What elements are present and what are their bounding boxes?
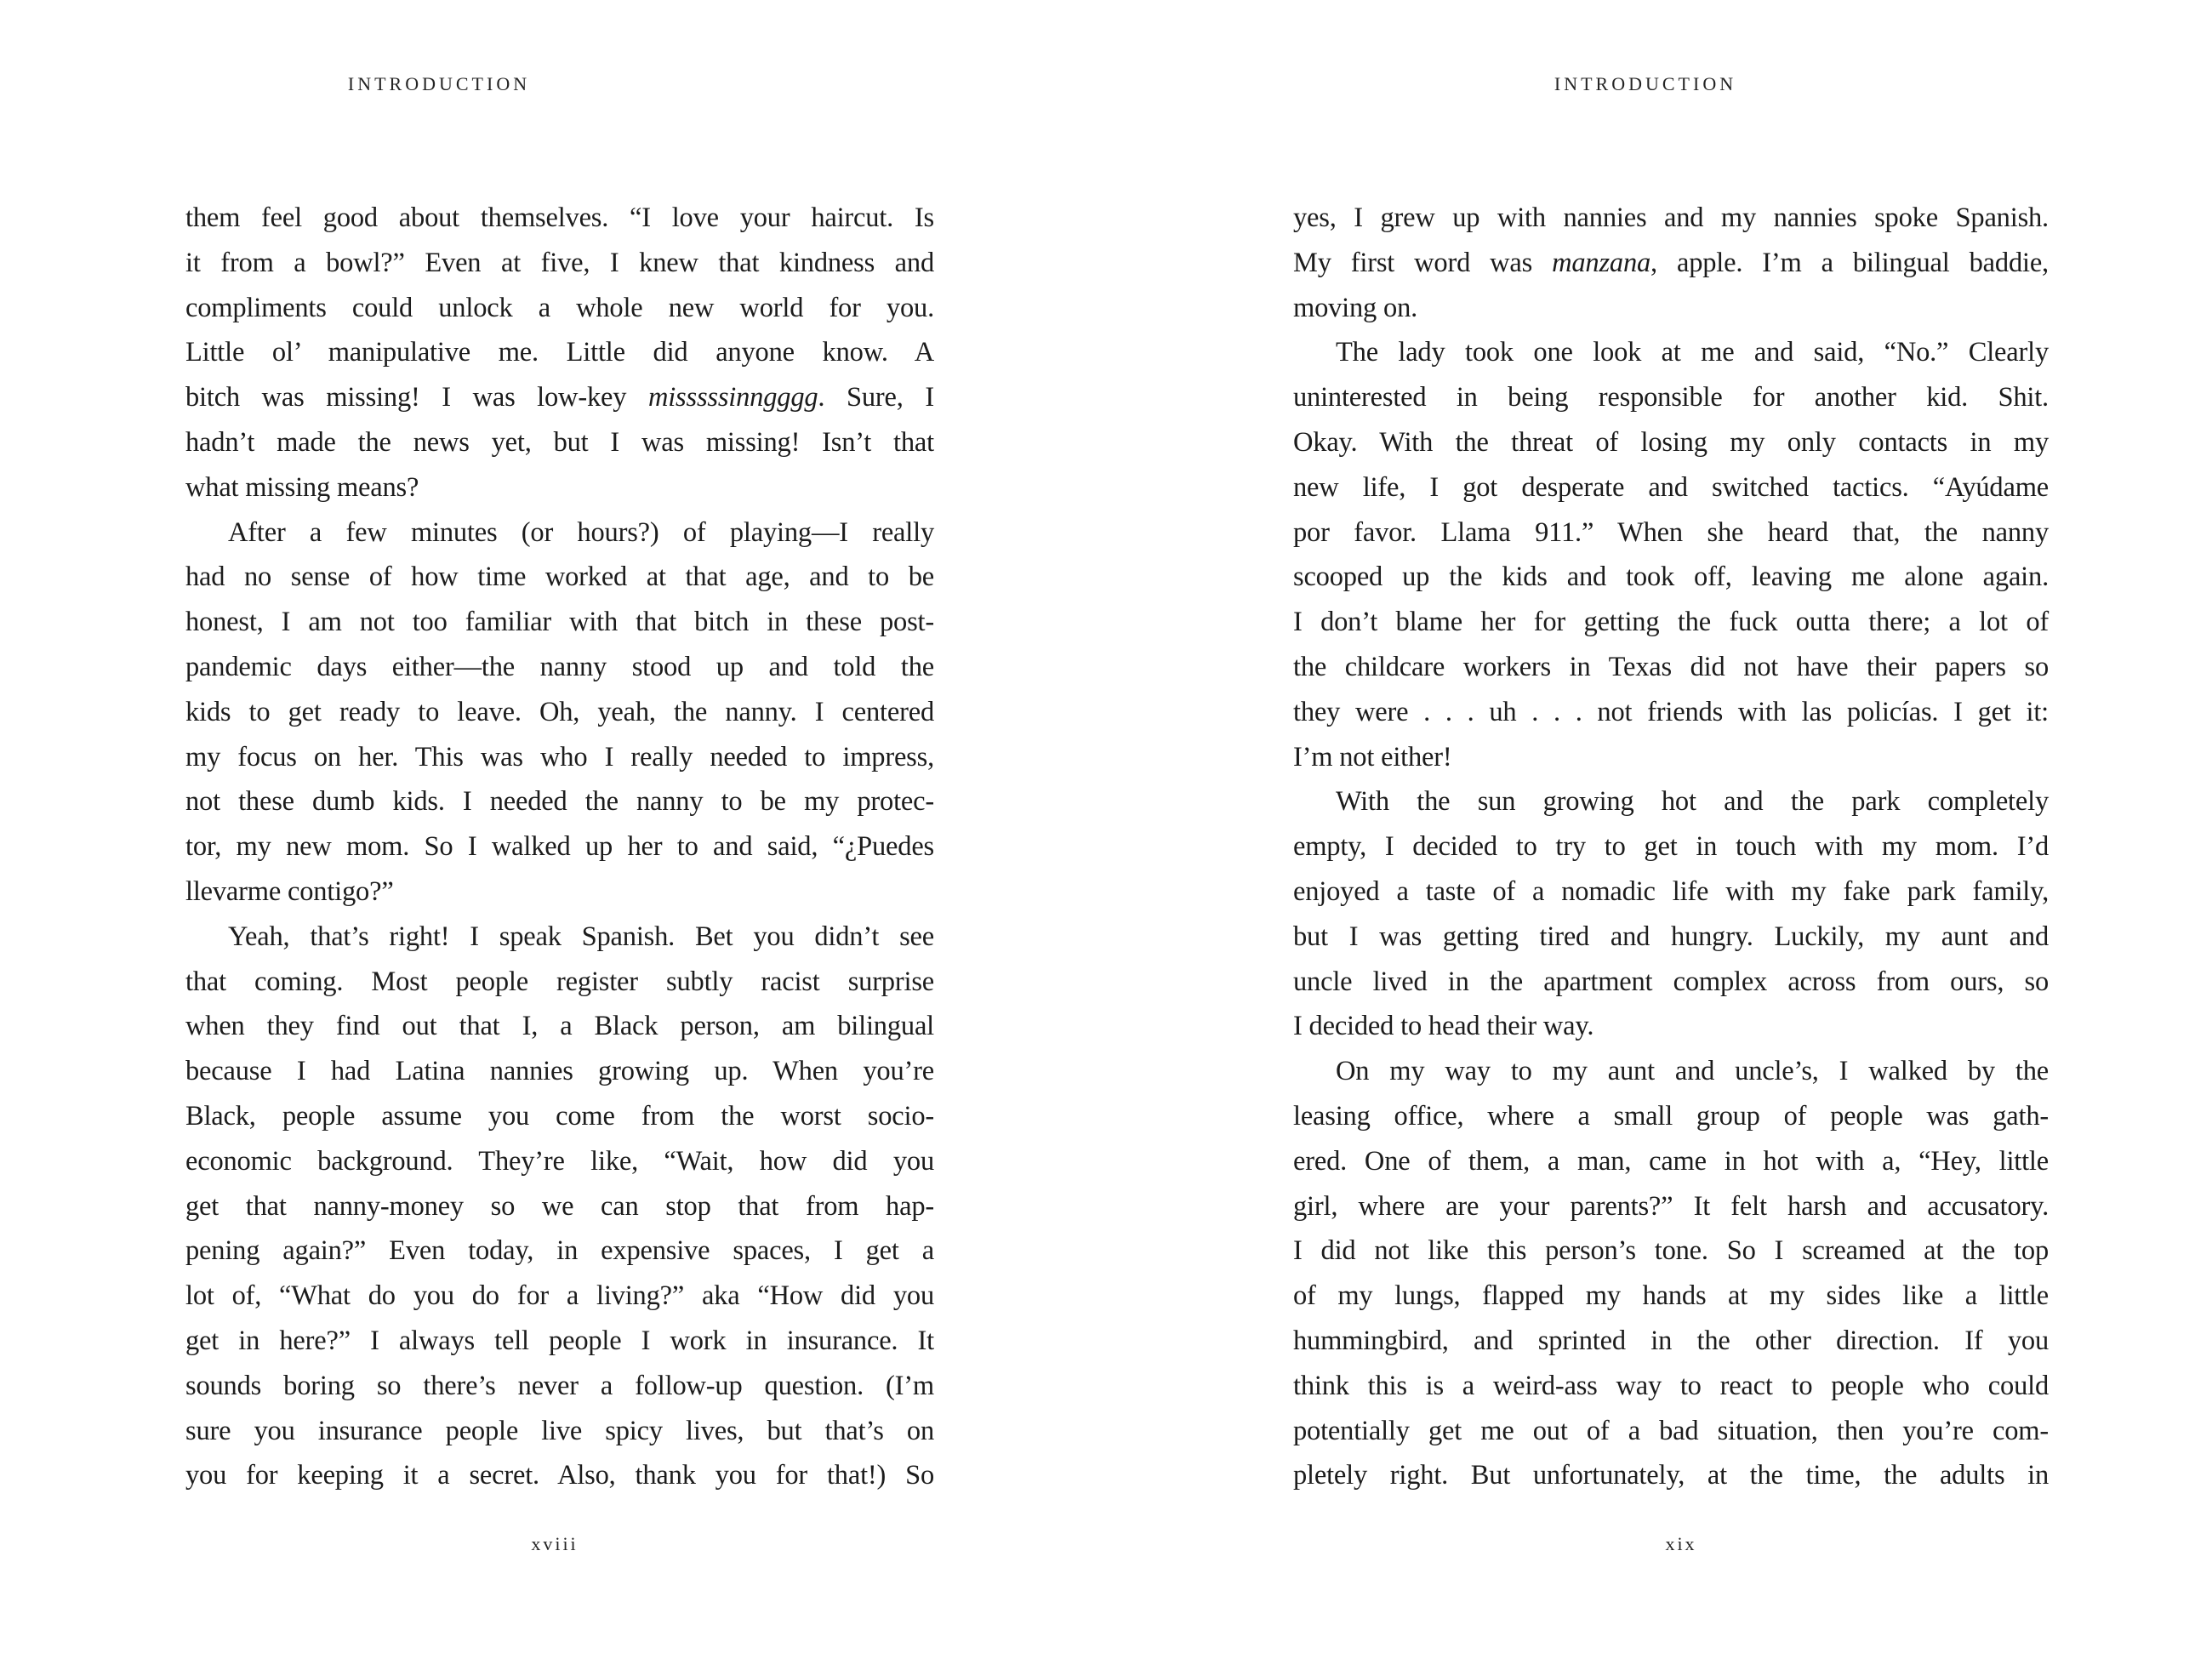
text-line: [185, 735, 934, 780]
text-line: [1293, 735, 2049, 780]
text-line: [1293, 1229, 2049, 1274]
text-line: [1293, 824, 2049, 869]
text-line: [185, 645, 934, 690]
text-run: what missing means?: [185, 471, 419, 503]
running-head-left: INTRODUCTION: [347, 73, 531, 94]
text-line: [1293, 555, 2049, 600]
text-run: honest, I am not too familiar with that bitch in these post-: [185, 607, 934, 638]
text-run: because I had Latina nannies growing up. When you’re: [185, 1056, 934, 1087]
text-line: [1293, 1184, 2049, 1229]
text-run: ered. One of them, a man, came in hot with a, “Hey, little: [1293, 1145, 2049, 1177]
text-line: [1293, 330, 2049, 375]
text-run: Yeah, that’s right! I speak Spanish. Bet you didn’t see: [228, 921, 934, 952]
text-run: bitch was missing! I was low-key: [185, 382, 648, 413]
text-line: [1293, 1453, 2049, 1498]
text-line: [185, 690, 934, 735]
text-run: On my way to my aunt and uncle’s, I walked by the: [1336, 1056, 2049, 1087]
text-run: the childcare workers in Texas did not have their papers so: [1293, 651, 2049, 682]
text-run: empty, I decided to try to get in touch with my mom. I’d: [1293, 831, 2049, 863]
text-line: [1293, 420, 2049, 465]
italic-run: manzana: [1552, 247, 1651, 278]
text-run: think this is a weird-ass way to react to people who could: [1293, 1370, 2049, 1401]
text-line: [1293, 286, 2049, 331]
page-right-text: [1293, 196, 2049, 1498]
text-line: [185, 420, 934, 465]
text-run: sounds boring so there’s never a follow-up question. (I’m: [185, 1370, 934, 1401]
text-run: pandemic days either—the nanny stood up and told the: [185, 651, 934, 682]
page-number-right: xix: [1665, 1533, 1697, 1554]
text-line: [1293, 1049, 2049, 1094]
text-run: scooped up the kids and took off, leaving me alone again.: [1293, 562, 2049, 593]
text-run: I decided to head their way.: [1293, 1011, 1594, 1042]
text-run: you for keeping it a secret. Also, thank you for that!) So: [185, 1460, 934, 1491]
text-run: yes, I grew up with nannies and my nannies spoke Spanish.: [1293, 202, 2049, 233]
text-run: lot of, “What do you do for a living?” aka “How did you: [185, 1280, 934, 1312]
text-line: [185, 915, 934, 960]
text-run: My first word was: [1293, 247, 1553, 278]
text-line: [185, 1409, 934, 1454]
text-run: Little ol’ manipulative me. Little did anyone know. A: [185, 337, 934, 368]
text-line: [185, 1139, 934, 1184]
text-line: [185, 779, 934, 824]
italic-run: misssssinngggg: [647, 382, 818, 413]
text-line: [185, 1229, 934, 1274]
text-run: Black, people assume you come from the worst socio-: [185, 1100, 934, 1132]
text-line: [1293, 1139, 2049, 1184]
text-line: [1293, 241, 2049, 286]
text-line: [1293, 196, 2049, 241]
text-line: [185, 510, 934, 556]
text-run: I don’t blame her for getting the fuck outta there; a lot of: [1293, 607, 2049, 638]
text-run: Okay. With the threat of losing my only contacts in my: [1293, 426, 2049, 458]
text-run: new life, I got desperate and switched tactics. “Ayúdame: [1293, 471, 2049, 503]
text-run: por favor. Llama 911.” When she heard that, the nanny: [1293, 516, 2049, 548]
text-run: uninterested in being responsible for another kid. Shit.: [1293, 382, 2049, 413]
text-line: [1293, 915, 2049, 960]
text-run: . Sure, I: [818, 382, 934, 413]
text-run: llevarme contigo?”: [185, 875, 394, 907]
text-line: [1293, 1409, 2049, 1454]
page-left-text: [185, 196, 934, 1498]
text-run: them feel good about themselves. “I love your haircut. Is: [185, 202, 934, 233]
text-run: get that nanny-money so we can stop that from hap-: [185, 1190, 934, 1222]
text-line: [185, 1364, 934, 1409]
text-run: not these dumb kids. I needed the nanny to be my protec-: [185, 786, 934, 818]
text-line: [185, 196, 934, 241]
text-line: [185, 1094, 934, 1139]
text-line: [185, 330, 934, 375]
text-line: [185, 1049, 934, 1094]
text-run: girl, where are your parents?” It felt harsh and accusatory.: [1293, 1190, 2049, 1222]
text-line: [185, 241, 934, 286]
text-run: had no sense of how time worked at that age, and to be: [185, 562, 934, 593]
text-line: [185, 1184, 934, 1229]
text-run: potentially get me out of a bad situation, then you’re com-: [1293, 1415, 2049, 1446]
text-line: [185, 555, 934, 600]
text-line: [185, 600, 934, 645]
text-line: [185, 465, 934, 510]
text-line: [1293, 645, 2049, 690]
text-run: but I was getting tired and hungry. Luckily, my aunt and: [1293, 921, 2049, 952]
text-run: pletely right. But unfortunately, at the time, the adults in: [1293, 1460, 2049, 1491]
text-run: enjoyed a taste of a nomadic life with my fake park family,: [1293, 875, 2049, 907]
text-run: moving on.: [1293, 292, 1418, 323]
text-line: [185, 286, 934, 331]
text-run: With the sun growing hot and the park completely: [1336, 786, 2049, 818]
text-line: [185, 960, 934, 1005]
text-line: [1293, 690, 2049, 735]
text-line: [1293, 465, 2049, 510]
page-number-left: xviii: [531, 1533, 579, 1554]
text-line: [185, 1274, 934, 1319]
text-run: tor, my new mom. So I walked up her to and said, “¿Puedes: [185, 831, 934, 863]
text-run: I’m not either!: [1293, 741, 1452, 772]
page-right: [1106, 0, 2212, 1659]
text-run: leasing office, where a small group of people was gath-: [1293, 1100, 2049, 1132]
text-run: pening again?” Even today, in expensive spaces, I get a: [185, 1235, 934, 1267]
text-run: of my lungs, flapped my hands at my sides like a little: [1293, 1280, 2049, 1312]
text-line: [185, 375, 934, 420]
text-line: [1293, 1364, 2049, 1409]
text-run: sure you insurance people live spicy lives, but that’s on: [185, 1415, 934, 1446]
text-run: it from a bowl?” Even at five, I knew that kindness and: [185, 247, 934, 278]
text-run: uncle lived in the apartment complex across from ours, so: [1293, 966, 2049, 997]
text-run: compliments could unlock a whole new world for you.: [185, 292, 934, 323]
text-line: [185, 869, 934, 915]
text-line: [1293, 510, 2049, 556]
text-run: that coming. Most people register subtly racist surprise: [185, 966, 934, 997]
text-line: [185, 824, 934, 869]
text-run: when they find out that I, a Black person, am bilingual: [185, 1011, 934, 1042]
text-line: [1293, 600, 2049, 645]
text-line: [1293, 1319, 2049, 1364]
text-run: hadn’t made the news yet, but I was missing! Isn’t that: [185, 426, 934, 458]
text-line: [185, 1004, 934, 1049]
text-line: [1293, 779, 2049, 824]
text-line: [185, 1453, 934, 1498]
text-line: [1293, 1274, 2049, 1319]
text-run: The lady took one look at me and said, “No.” Clearly: [1336, 337, 2049, 368]
text-line: [1293, 869, 2049, 915]
text-line: [1293, 375, 2049, 420]
text-run: , apple. I’m a bilingual baddie,: [1650, 247, 2049, 278]
text-run: hummingbird, and sprinted in the other direction. If you: [1293, 1325, 2049, 1356]
text-line: [1293, 1094, 2049, 1139]
text-line: [185, 1319, 934, 1364]
text-run: get in here?” I always tell people I work in insurance. It: [185, 1325, 934, 1356]
text-run: economic background. They’re like, “Wait, how did you: [185, 1145, 934, 1177]
text-line: [1293, 1004, 2049, 1049]
text-run: kids to get ready to leave. Oh, yeah, the nanny. I centered: [185, 696, 934, 727]
text-run: my focus on her. This was who I really needed to impress,: [185, 741, 934, 772]
running-head-right: INTRODUCTION: [1554, 73, 1737, 94]
text-run: they were . . . uh . . . not friends with las policías. I get it:: [1293, 696, 2049, 727]
text-run: After a few minutes (or hours?) of playing—I really: [228, 516, 934, 548]
text-run: I did not like this person’s tone. So I screamed at the top: [1293, 1235, 2049, 1267]
text-line: [1293, 960, 2049, 1005]
